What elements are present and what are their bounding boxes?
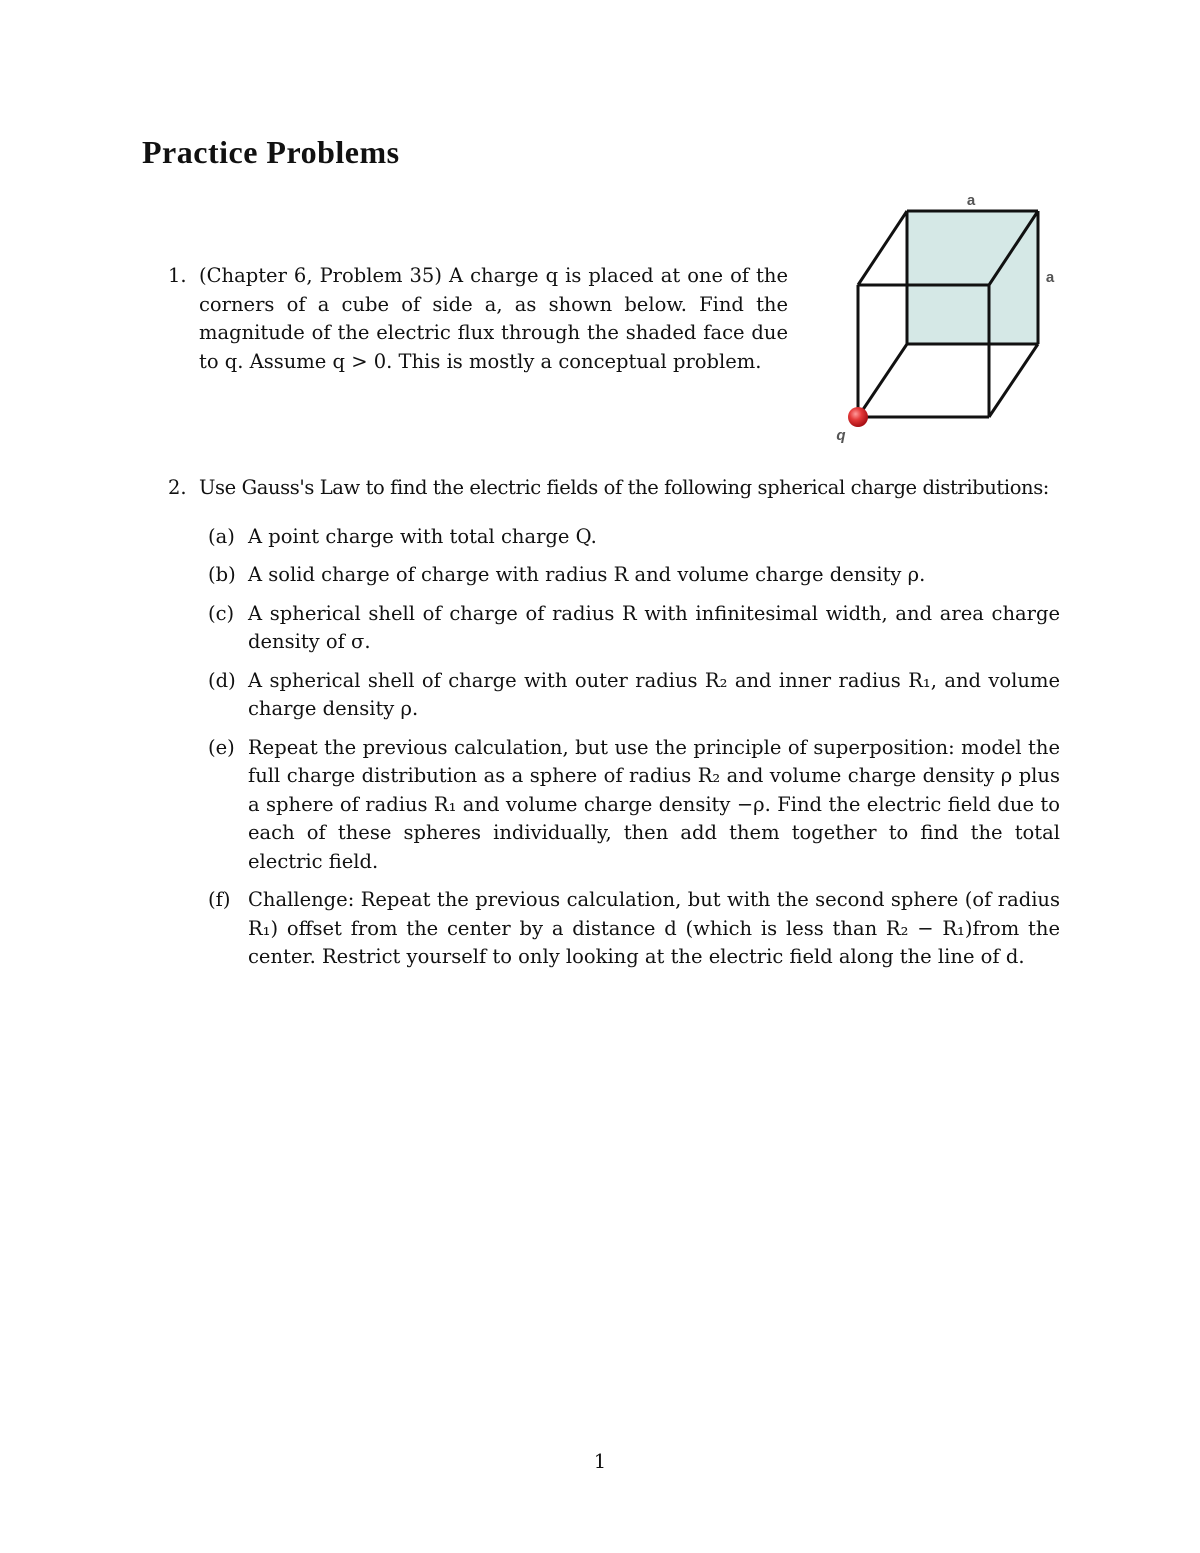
- shaded-face: [907, 211, 1038, 344]
- part-a: [208, 523, 1060, 552]
- part-label: (a): [208, 524, 235, 548]
- part-text: A point charge with total charge Q.: [248, 524, 597, 548]
- part-text: Repeat the previous calculation, but use the principle of superposition: model the full charge distribution as a sphere of radius R₂ and volume charge density ρ plus a sphere of radius R₁ and volume charge density −ρ. Find the electric field due to each of these spheres individually, then add them together to find the total electric field.: [248, 735, 1060, 873]
- cube-figure: [830, 190, 1070, 450]
- part-label: (d): [208, 668, 236, 692]
- cube-edge: [989, 344, 1038, 417]
- problem-1: [168, 262, 788, 376]
- part-b: [208, 561, 1060, 590]
- cube-edge: [858, 211, 907, 285]
- problem-1-text: (Chapter 6, Problem 35) A charge q is placed at one of the corners of a cube of side a, as shown below. Find the magnitude of the electric flux through the shaded face due to q. Assume q > 0. This is mostly a conceptual problem.: [199, 264, 788, 373]
- part-label: (e): [208, 735, 235, 759]
- part-d: [208, 667, 1060, 724]
- part-e: [208, 734, 1060, 877]
- part-text: A spherical shell of charge of radius R with infinitesimal width, and area charge density of σ.: [248, 601, 1060, 653]
- charge-sphere: [848, 407, 868, 427]
- part-label: (f): [208, 888, 231, 911]
- page-title: Practice Problems: [142, 134, 400, 170]
- problem-2-intro: Use Gauss's Law to find the electric fields of the following spherical charge distributions:: [199, 476, 1049, 499]
- problem-2: [168, 474, 1060, 982]
- part-label: (b): [208, 563, 236, 586]
- page-number: 1: [593, 1450, 607, 1473]
- part-text: A solid charge of charge with radius R and volume charge density ρ.: [248, 563, 926, 586]
- label-charge: q: [836, 427, 846, 444]
- cube-edge: [858, 344, 907, 417]
- label-side-top: a: [966, 192, 976, 209]
- label-side-right: a: [1045, 269, 1055, 286]
- part-text: Challenge: Repeat the previous calculation, but with the second sphere (of radius R₁) offset from the center by a distance d (which is less than R₂ − R₁)from the center. Restrict yourself to only looking at the electric field along the line of d.: [248, 888, 1060, 968]
- part-c: [208, 600, 1060, 657]
- problem-1-number: 1.: [168, 264, 187, 287]
- part-text: A spherical shell of charge with outer radius R₂ and inner radius R₁, and volume charge density ρ.: [248, 668, 1060, 720]
- problem-2-parts: [168, 523, 1060, 972]
- part-label: (c): [208, 601, 235, 625]
- problem-2-number: 2.: [168, 476, 187, 499]
- part-f: [208, 886, 1060, 972]
